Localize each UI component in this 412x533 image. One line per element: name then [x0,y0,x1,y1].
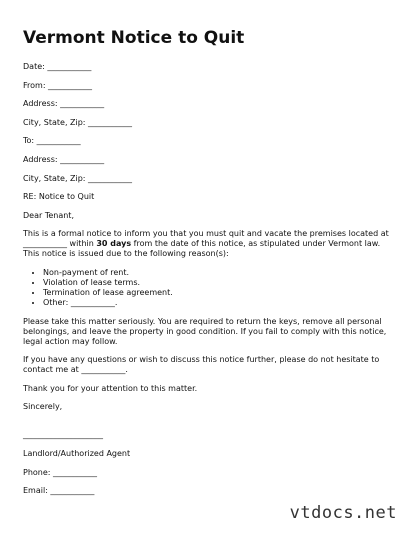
salutation: Dear Tenant, [23,210,74,220]
subject-line: RE: Notice to Quit [23,192,95,202]
reason-item: • Violation of lease terms. [43,278,393,288]
closing: Sincerely, [23,402,63,412]
thanks-line: Thank you for your attention to this matter. [23,383,198,393]
reason-item: • Non-payment of rent. [43,268,393,278]
document-page [23,27,393,496]
signature-line: ____________________ [23,430,103,440]
phone-field: Phone: ___________ [23,467,98,477]
signer-title: Landlord/Authorized Agent [23,448,131,458]
notice-period: 30 days [96,239,132,249]
intro-paragraph [23,229,393,259]
serious-paragraph: Please take this matter seriously. You are required to return the keys, remove all personal belongings, and leave the property in good condition. If you fail to comply with this notice, legal action may follow. [23,316,387,346]
email-field: Email: ___________ [23,486,95,496]
reasons-list [23,268,393,308]
reason-item: • Termination of lease agreement. [43,288,393,298]
landlord-city-field: City, State, Zip: ___________ [23,117,133,127]
questions-paragraph: If you have any questions or wish to discuss this notice further, please do not hesitate to contact me at ___________. [23,355,380,375]
site-watermark: vtdocs.net [289,503,397,523]
landlord-address-field: Address: ___________ [23,99,105,109]
to-field: To: ___________ [23,136,81,146]
intro-text-end: from the date of this notice, as stipulated under Vermont law. This notice is issued due to the following reason(s): [23,239,381,259]
reason-item: • Other: ___________. [43,298,393,308]
tenant-city-field: City, State, Zip: ___________ [23,173,133,183]
document-title: Vermont Notice to Quit [23,28,245,48]
date-field: Date: ___________ [23,62,92,71]
tenant-address-field: Address: ___________ [23,154,105,164]
intro-text-start: This is a formal notice to inform you that you must quit and vacate the premises located at ___________ within [23,229,389,249]
from-field: From: ___________ [23,80,93,90]
